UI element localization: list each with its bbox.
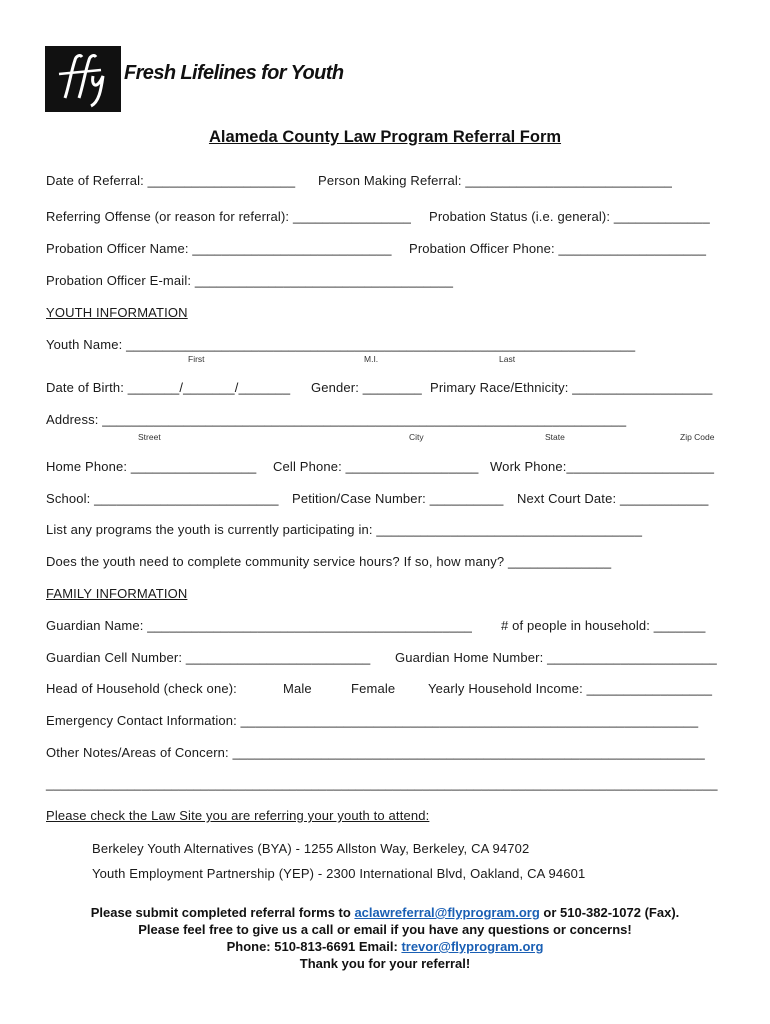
date-of-birth-field[interactable]: Date of Birth: _______/_______/_______: [46, 380, 291, 395]
svg-text:fly: fly: [45, 33, 61, 50]
form-title: Alameda County Law Program Referral Form: [208, 128, 562, 146]
other-notes-field[interactable]: Other Notes/Areas of Concern: ________________________________________________________________: [46, 745, 705, 760]
sublabel-state: State: [545, 432, 565, 442]
probation-officer-phone-field[interactable]: Probation Officer Phone: ____________________: [409, 241, 707, 256]
contact-line: [0, 939, 770, 954]
sublabel-zip: Zip Code: [680, 432, 715, 442]
primary-race-field[interactable]: Primary Race/Ethnicity: ___________________: [430, 380, 713, 395]
site-option-yep[interactable]: Youth Employment Partnership (YEP) - 2300 International Blvd, Oakland, CA 94601: [92, 866, 586, 881]
gender-field[interactable]: Gender: ________: [311, 380, 422, 395]
head-of-household-label: Head of Household (check one):: [46, 681, 237, 696]
home-phone-field[interactable]: Home Phone: _________________: [46, 459, 257, 474]
school-field[interactable]: School: _________________________: [46, 491, 279, 506]
person-making-referral-field[interactable]: Person Making Referral: ____________________________: [318, 173, 673, 188]
submit-instructions: [0, 905, 770, 920]
guardian-name-field[interactable]: Guardian Name: ____________________________________________: [46, 618, 472, 633]
guardian-cell-field[interactable]: Guardian Cell Number: _________________________: [46, 650, 371, 665]
law-site-prompt: Please check the Law Site you are referring your youth to attend:: [46, 808, 430, 823]
youth-name-field[interactable]: Youth Name: _____________________________________________________________________: [46, 337, 636, 352]
contact-invite: Please feel free to give us a call or email if you have any questions or concerns!: [138, 922, 632, 937]
sublabel-mi: M.I.: [364, 354, 379, 364]
male-option[interactable]: Male: [283, 681, 312, 696]
next-court-date-field[interactable]: Next Court Date: ____________: [517, 491, 709, 506]
guardian-home-field[interactable]: Guardian Home Number: _______________________: [395, 650, 717, 665]
referring-offense-field[interactable]: Referring Offense (or reason for referral): ________________: [46, 209, 412, 224]
probation-officer-email-field[interactable]: Probation Officer E-mail: ___________________________________: [46, 273, 454, 288]
logo-mark: [45, 33, 121, 112]
youth-information-heading: YOUTH INFORMATION: [46, 305, 188, 320]
sublabel-last: Last: [499, 354, 516, 364]
logo-fly-glyph: [45, 33, 121, 112]
probation-officer-name-field[interactable]: Probation Officer Name: ___________________________: [46, 241, 392, 256]
phone-pre-text: Phone: 510-813-6691 Email:: [226, 939, 402, 954]
other-notes-continuation[interactable]: ___________________________________________________________________________________________: [46, 776, 718, 791]
household-count-field[interactable]: # of people in household: _______: [501, 618, 706, 633]
date-of-referral-field[interactable]: Date of Referral: ____________________: [46, 173, 296, 188]
org-name: Fresh Lifelines for Youth: [124, 62, 344, 84]
referral-email-link[interactable]: aclawreferral@flyprogram.org: [354, 905, 540, 920]
family-information-heading: FAMILY INFORMATION: [46, 586, 188, 601]
emergency-contact-field[interactable]: Emergency Contact Information: ______________________________________________________________: [46, 713, 699, 728]
community-service-field[interactable]: Does the youth need to complete community service hours? If so, how many? ______________: [46, 554, 612, 569]
thank-you-text: Thank you for your referral!: [299, 956, 471, 971]
probation-status-field[interactable]: Probation Status (i.e. general): _____________: [429, 209, 710, 224]
cell-phone-field[interactable]: Cell Phone: __________________: [273, 459, 479, 474]
sublabel-first: First: [188, 354, 205, 364]
female-option[interactable]: Female: [351, 681, 396, 696]
address-field[interactable]: Address: _______________________________________________________________________: [46, 412, 627, 427]
work-phone-field[interactable]: Work Phone:____________________: [490, 459, 715, 474]
sublabel-city: City: [409, 432, 424, 442]
contact-email-link[interactable]: trevor@flyprogram.org: [401, 939, 544, 954]
current-programs-field[interactable]: List any programs the youth is currently participating in: ____________________________________: [46, 522, 643, 537]
submit-post-text: or 510-382-1072 (Fax).: [539, 905, 680, 920]
sublabel-street: Street: [138, 432, 161, 442]
submit-pre-text: Please submit completed referral forms to: [90, 905, 355, 920]
site-option-bya[interactable]: Berkeley Youth Alternatives (BYA) - 1255 Allston Way, Berkeley, CA 94702: [92, 841, 530, 856]
household-income-field[interactable]: Yearly Household Income: _________________: [428, 681, 713, 696]
petition-case-number-field[interactable]: Petition/Case Number: __________: [292, 491, 504, 506]
